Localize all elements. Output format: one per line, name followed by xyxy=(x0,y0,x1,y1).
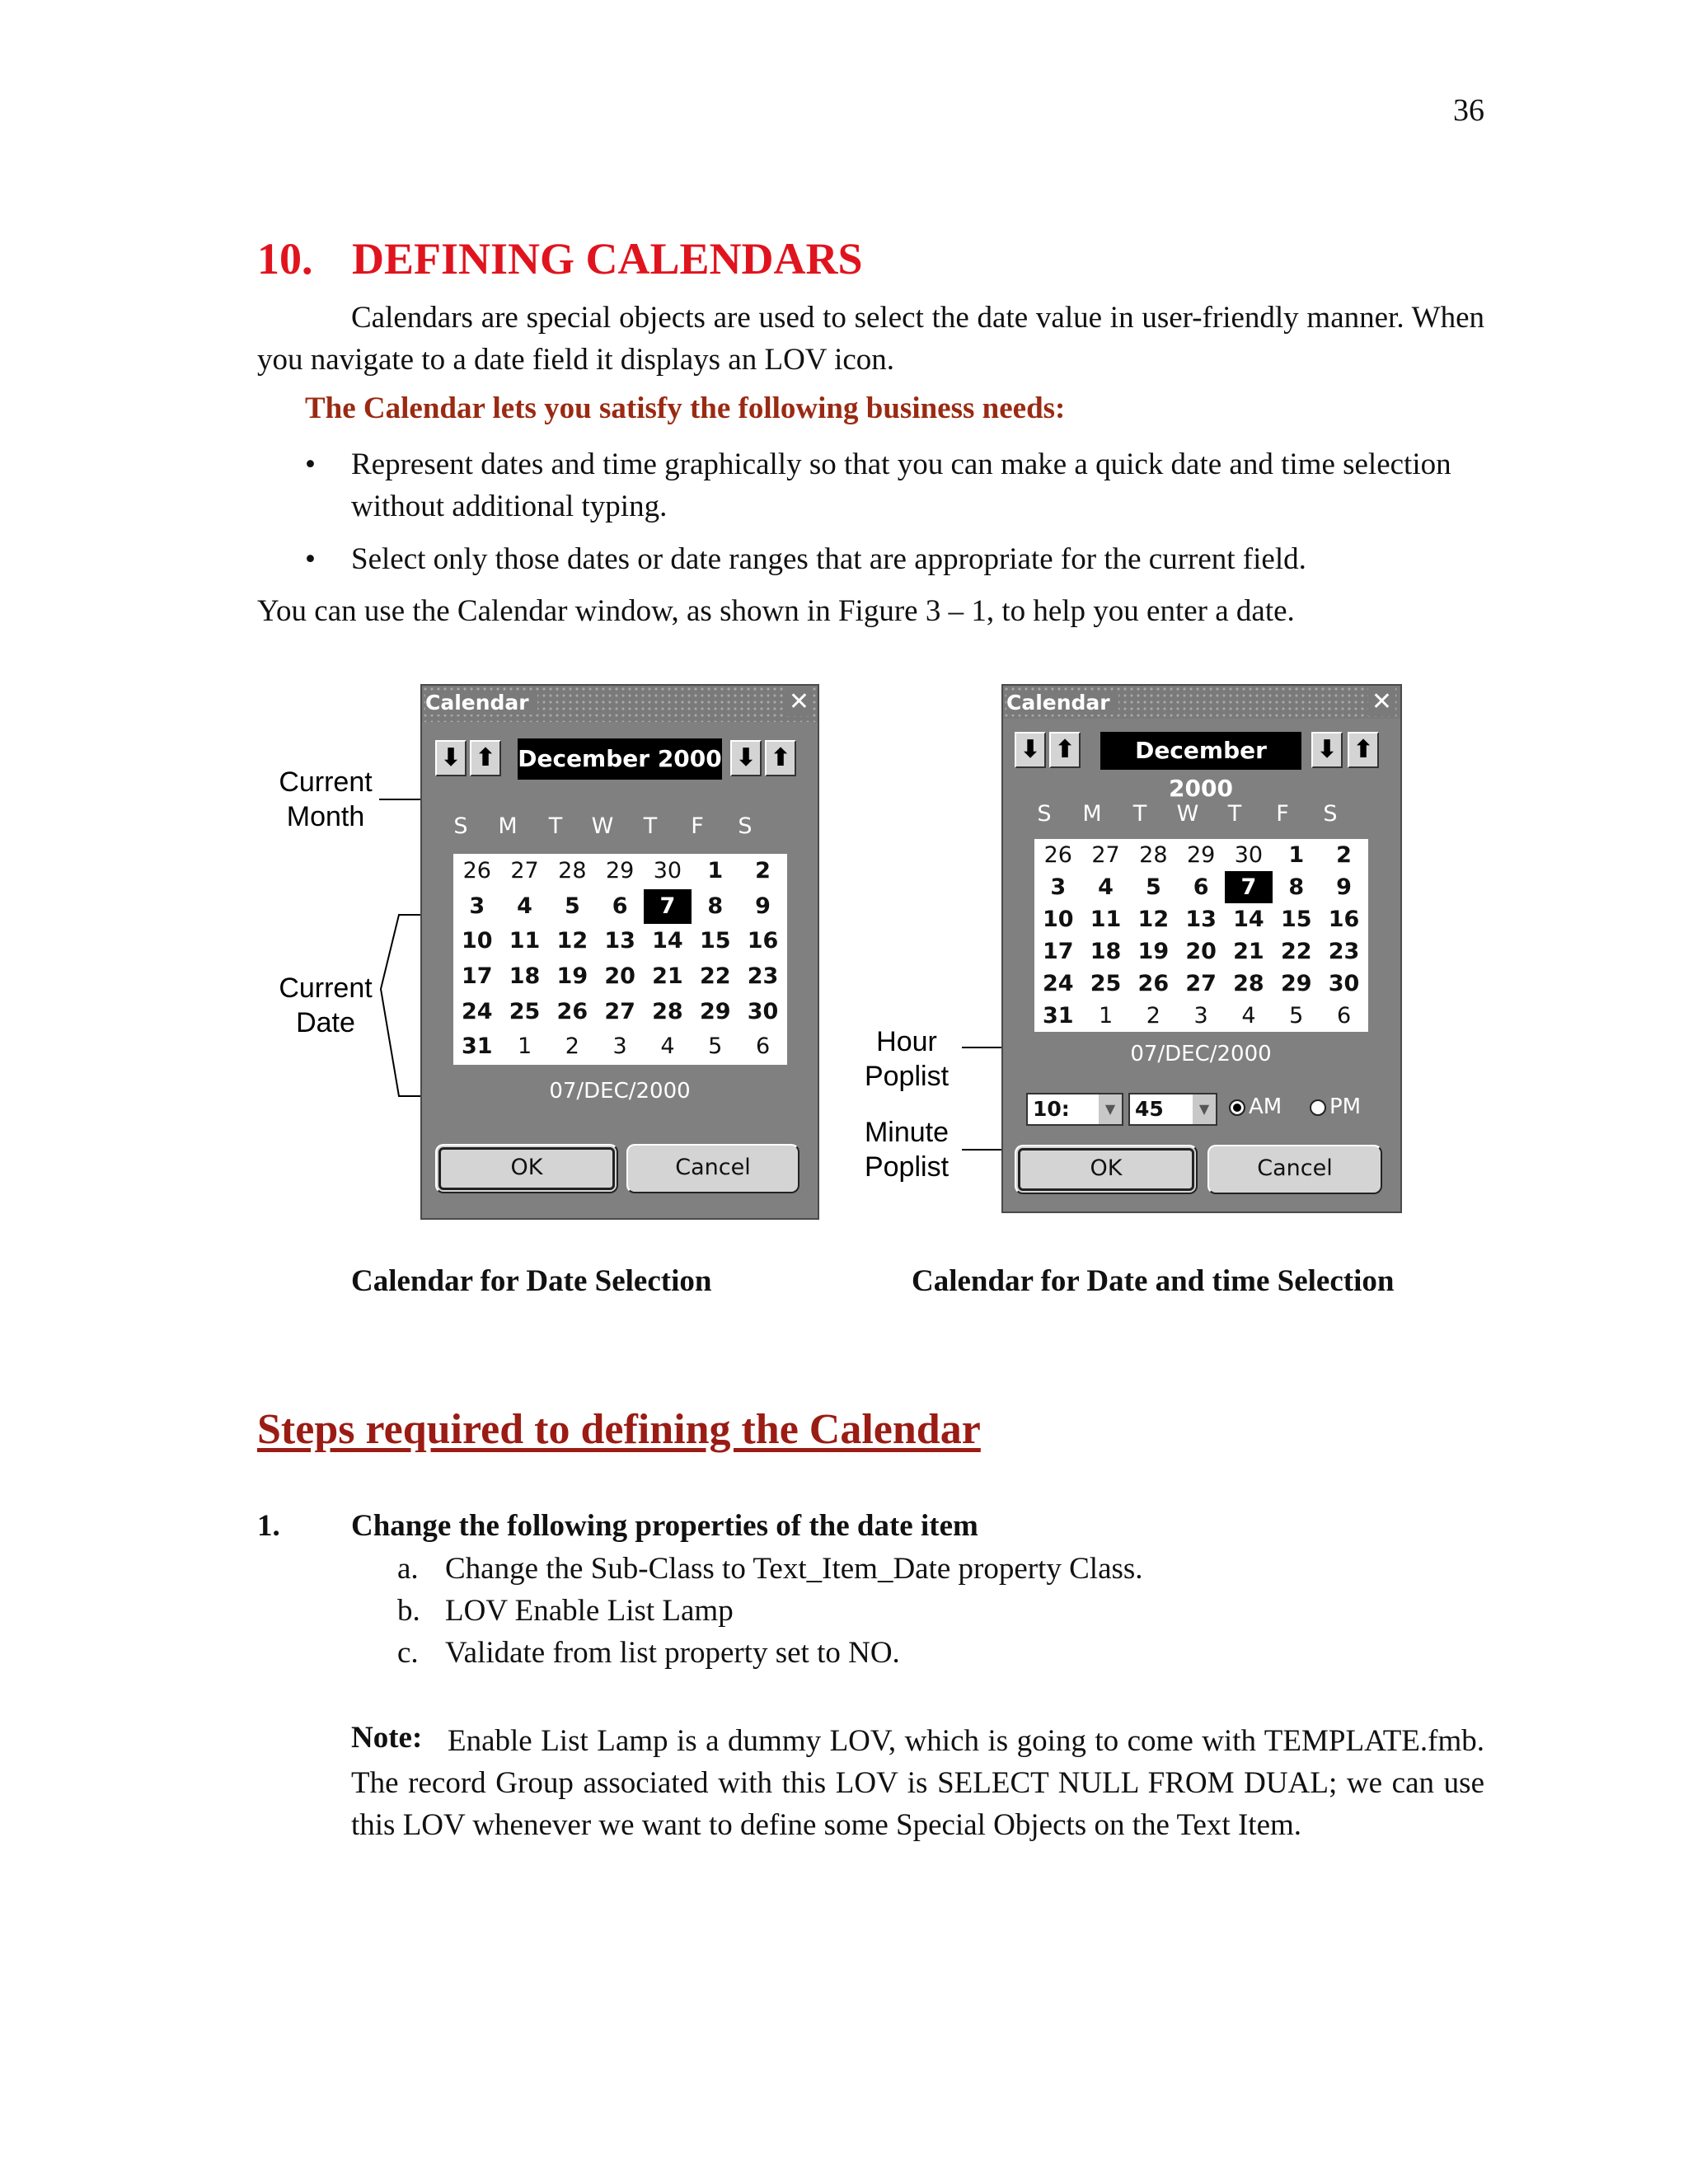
day-cell[interactable]: 17 xyxy=(461,963,493,989)
day-cell[interactable]: 1 xyxy=(707,858,724,883)
day-cell[interactable]: 6 xyxy=(755,1033,771,1060)
weekday-label: S xyxy=(1323,801,1338,827)
minute-value: 45 xyxy=(1135,1097,1164,1121)
business-needs-heading: The Calendar lets you satisfy the following business needs: xyxy=(305,391,1066,425)
day-cell[interactable]: 27 xyxy=(510,858,539,883)
day-cell[interactable]: 14 xyxy=(652,928,683,954)
note-text: Enable List Lamp is a dummy LOV, which is going to come with TEMPLATE.fmb. The record Group associated with this LOV is SELECT NULL FROM DUAL; we can use this LOV whenever we want to define some Special Objects on the Text Item. xyxy=(351,1724,1484,1842)
weekday-label: S xyxy=(453,813,468,839)
note-paragraph xyxy=(351,1720,1484,1846)
day-cell[interactable]: 21 xyxy=(1233,939,1264,964)
window-title: Calendar xyxy=(425,691,537,715)
day-cell[interactable]: 11 xyxy=(509,928,541,954)
day-cell[interactable]: 28 xyxy=(652,998,683,1024)
radio-unselected-icon xyxy=(1310,1099,1326,1116)
day-cell[interactable]: 29 xyxy=(1280,971,1312,996)
day-cell[interactable]: 29 xyxy=(699,998,731,1024)
day-cell[interactable]: 5 xyxy=(1145,874,1161,900)
month-label: December 2000 xyxy=(1100,732,1301,770)
intro-paragraph: Calendars are special objects are used to select the date value in user-friendly manner. When you navigate to a date field it displays an LOV icon. xyxy=(257,301,1484,377)
day-cell[interactable]: 11 xyxy=(1090,907,1122,932)
day-cell[interactable]: 23 xyxy=(1328,939,1360,964)
bullet-item: • Represent dates and time graphically so that you can make a quick date and time selection without additional typing. xyxy=(305,448,1451,523)
day-cell[interactable]: 30 xyxy=(1234,842,1264,868)
hour-value: 10: xyxy=(1033,1097,1070,1121)
day-cell[interactable]: 19 xyxy=(1137,939,1170,964)
selected-day-cell[interactable]: 7 xyxy=(644,889,692,925)
day-cell[interactable]: 16 xyxy=(1328,907,1360,932)
day-cell[interactable]: 4 xyxy=(1241,1003,1256,1029)
weekday-label: T xyxy=(548,813,563,839)
calendar-window-datetime xyxy=(1001,684,1402,1213)
day-cell[interactable]: 2 xyxy=(755,858,771,883)
day-cell[interactable]: 5 xyxy=(708,1033,723,1060)
day-cell[interactable]: 17 xyxy=(1042,939,1074,964)
next-month-button[interactable]: ⬇ xyxy=(730,740,762,776)
day-cell[interactable]: 19 xyxy=(556,963,588,989)
close-icon[interactable]: ✕ xyxy=(1368,687,1395,716)
day-cell[interactable]: 3 xyxy=(469,893,485,919)
day-cell[interactable]: 29 xyxy=(1186,842,1216,868)
step-title: Change the following properties of the date item xyxy=(351,1509,978,1543)
day-cell[interactable]: 4 xyxy=(660,1033,675,1060)
next-year-button[interactable]: ⬆ xyxy=(1348,732,1379,768)
day-cell[interactable]: 20 xyxy=(1185,939,1217,964)
weekday-label: W xyxy=(591,813,614,839)
day-cell[interactable]: 23 xyxy=(747,963,779,989)
day-cell[interactable]: 25 xyxy=(1090,971,1122,996)
day-cell[interactable]: 10 xyxy=(1042,907,1074,932)
prev-year-button[interactable]: ⬇ xyxy=(1015,732,1046,768)
day-cell[interactable]: 30 xyxy=(747,998,779,1024)
month-label: December 2000 xyxy=(518,738,722,780)
day-cell[interactable]: 1 xyxy=(1288,842,1305,868)
day-cell[interactable]: 5 xyxy=(564,893,580,919)
day-cell[interactable]: 6 xyxy=(1336,1003,1352,1029)
day-cell[interactable]: 30 xyxy=(653,858,682,883)
next-year-button[interactable]: ⬆ xyxy=(765,740,796,776)
day-cell[interactable]: 22 xyxy=(699,963,731,989)
cancel-button[interactable]: Cancel xyxy=(626,1144,799,1193)
day-cell[interactable]: 27 xyxy=(1185,971,1217,996)
minute-poplist-callout: Minute Poplist xyxy=(864,1117,950,1183)
bullet-item: • Select only those dates or date ranges that are appropriate for the current field. xyxy=(305,542,1306,576)
day-cell[interactable]: 28 xyxy=(558,858,587,883)
weekday-label: F xyxy=(691,813,704,839)
day-cell[interactable]: 29 xyxy=(605,858,635,883)
figure-caption-left: Calendar for Date Selection xyxy=(351,1264,712,1298)
day-cell[interactable]: 12 xyxy=(1137,907,1170,932)
day-cell[interactable]: 2 xyxy=(565,1033,579,1060)
day-cell[interactable]: 20 xyxy=(604,963,635,989)
close-icon[interactable]: ✕ xyxy=(785,687,813,716)
day-cell[interactable]: 26 xyxy=(1137,971,1170,996)
day-cell[interactable]: 2 xyxy=(1336,842,1352,868)
day-cell[interactable]: 8 xyxy=(1288,874,1305,900)
note-label: Note: xyxy=(351,1721,423,1755)
prev-year-button[interactable]: ⬇ xyxy=(435,740,467,776)
page-number: 36 xyxy=(1453,93,1484,128)
next-month-button[interactable]: ⬇ xyxy=(1311,732,1343,768)
day-cell[interactable]: 10 xyxy=(461,928,493,954)
day-cell[interactable]: 18 xyxy=(509,963,541,989)
day-cell[interactable]: 24 xyxy=(461,998,493,1024)
prev-month-button[interactable]: ⬆ xyxy=(1049,732,1081,768)
weekday-label: M xyxy=(498,813,518,839)
day-cell[interactable]: 4 xyxy=(517,893,532,919)
figure-reference: You can use the Calendar window, as shown in Figure 3 – 1, to help you enter a date. xyxy=(257,594,1295,628)
day-cell[interactable]: 1 xyxy=(1098,1003,1114,1029)
day-cell[interactable]: 9 xyxy=(1336,874,1352,900)
day-cell[interactable]: 12 xyxy=(556,928,588,954)
weekday-label: T xyxy=(1227,801,1242,827)
day-cell[interactable]: 15 xyxy=(1280,907,1312,932)
minute-poplist[interactable] xyxy=(1128,1093,1217,1126)
current-month-callout: Current Month xyxy=(279,766,373,832)
day-cell[interactable]: 8 xyxy=(707,893,724,919)
ok-button[interactable]: OK xyxy=(435,1144,618,1193)
day-grid xyxy=(1034,839,1368,1032)
day-cell[interactable]: 5 xyxy=(1289,1003,1304,1029)
day-cell[interactable]: 31 xyxy=(461,1033,493,1060)
weekday-label: T xyxy=(643,813,658,839)
day-cell[interactable]: 1 xyxy=(517,1033,532,1060)
weekday-label: W xyxy=(1176,801,1199,827)
day-cell[interactable]: 28 xyxy=(1139,842,1168,868)
prev-month-button[interactable]: ⬆ xyxy=(470,740,501,776)
day-cell[interactable]: 24 xyxy=(1042,971,1074,996)
window-title: Calendar xyxy=(1006,691,1118,715)
day-cell[interactable]: 18 xyxy=(1090,939,1122,964)
ok-button[interactable]: OK xyxy=(1015,1145,1198,1194)
weekday-label: T xyxy=(1132,801,1147,827)
figure-caption-right: Calendar for Date and time Selection xyxy=(912,1264,1395,1298)
weekday-label: M xyxy=(1082,801,1102,827)
chevron-down-icon[interactable]: ▼ xyxy=(1193,1094,1216,1124)
day-cell[interactable]: 25 xyxy=(509,998,541,1024)
day-cell[interactable]: 30 xyxy=(1328,971,1360,996)
day-cell[interactable]: 3 xyxy=(1193,1003,1208,1029)
section-title: DEFINING CALENDARS xyxy=(352,234,863,284)
calendar-window-date xyxy=(420,684,819,1220)
day-cell[interactable]: 26 xyxy=(1043,842,1072,868)
day-cell[interactable]: 31 xyxy=(1042,1003,1074,1029)
day-cell[interactable]: 15 xyxy=(699,928,731,954)
day-cell[interactable]: 26 xyxy=(462,858,491,883)
day-cell[interactable]: 13 xyxy=(604,928,635,954)
day-grid xyxy=(453,854,787,1065)
day-cell[interactable]: 13 xyxy=(1185,907,1217,932)
day-cell[interactable]: 6 xyxy=(612,893,628,919)
day-cell[interactable]: 3 xyxy=(612,1033,627,1060)
date-readout: 07/DEC/2000 xyxy=(549,1079,691,1104)
day-cell[interactable]: 28 xyxy=(1233,971,1264,996)
step-number: 1. xyxy=(257,1509,280,1543)
day-cell[interactable]: 27 xyxy=(604,998,635,1024)
day-cell[interactable]: 4 xyxy=(1098,874,1114,900)
day-cell[interactable]: 3 xyxy=(1050,874,1067,900)
day-cell[interactable]: 26 xyxy=(556,998,588,1024)
chevron-down-icon[interactable]: ▼ xyxy=(1099,1094,1122,1124)
weekday-label: S xyxy=(1037,801,1052,827)
current-date-callout: Current Date xyxy=(279,972,373,1038)
day-cell[interactable]: 16 xyxy=(747,928,779,954)
date-readout: 07/DEC/2000 xyxy=(1130,1042,1272,1066)
day-cell[interactable]: 2 xyxy=(1146,1003,1160,1029)
selected-day-cell[interactable]: 7 xyxy=(1225,871,1273,903)
cancel-button[interactable]: Cancel xyxy=(1207,1145,1382,1194)
weekday-label: F xyxy=(1276,801,1289,827)
pm-radio[interactable]: PM xyxy=(1310,1094,1361,1119)
steps-heading: Steps required to defining the Calendar xyxy=(257,1406,981,1453)
day-cell[interactable]: 22 xyxy=(1280,939,1312,964)
am-radio[interactable]: AM xyxy=(1229,1094,1282,1119)
day-cell[interactable]: 27 xyxy=(1091,842,1120,868)
radio-selected-icon xyxy=(1229,1099,1245,1116)
section-number: 10. xyxy=(257,234,313,284)
hour-poplist[interactable] xyxy=(1026,1093,1123,1126)
day-cell[interactable]: 21 xyxy=(652,963,683,989)
weekday-label: S xyxy=(738,813,753,839)
hour-poplist-callout: Hour Poplist xyxy=(864,1026,950,1092)
day-cell[interactable]: 6 xyxy=(1193,874,1209,900)
day-cell[interactable]: 9 xyxy=(755,893,771,919)
day-cell[interactable]: 14 xyxy=(1233,907,1264,932)
